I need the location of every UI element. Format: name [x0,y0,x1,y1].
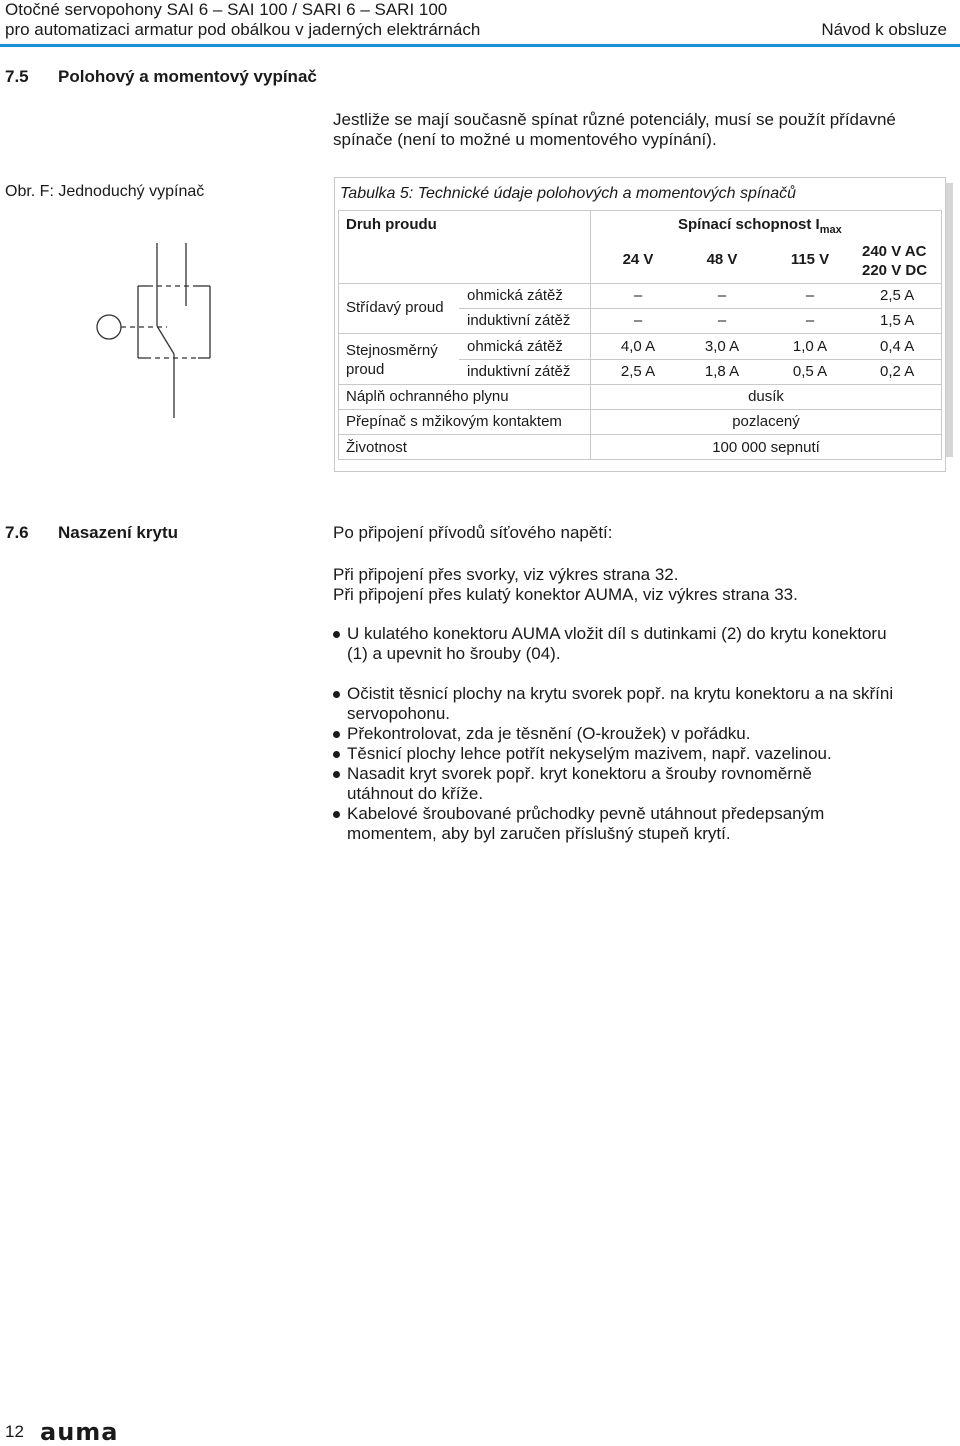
row-ac-ind-label: induktivní zátěž [467,312,571,329]
header-divider [0,44,960,47]
list-item-line2: servopohonu. [347,704,451,723]
bullet-icon [333,771,340,778]
voltage-48: 48 V [706,251,738,268]
dc-ind-115: 0,5 A [792,363,828,380]
bullet-icon [333,731,340,738]
connection-plug-note: Při připojení přes kulatý konektor AUMA, viz výkres strana 33. [333,585,798,604]
table-title: Tabulka 5: Technické údaje polohových a momentových spínačů [340,185,796,202]
ac-ind-24: – [633,312,643,329]
list-item [333,764,953,804]
voltage-220dc: 220 V DC [862,262,928,279]
row-dc-label-2: proud [346,361,385,378]
section-title-2: Nasazení krytu [58,523,178,542]
ac-ind-240: 1,5 A [880,312,915,329]
voltage-24: 24 V [622,251,654,268]
voltage-240ac: 240 V AC [862,243,927,260]
list-item-line1: Těsnicí plochy lehce potřít nekyselým mazivem, např. vazelinou. [347,744,832,763]
figure-caption-text: Jednoduchý vypínač [58,183,205,200]
list-item [333,624,953,664]
instruction-list-1 [333,624,953,664]
instruction-list-2 [333,684,953,844]
dc-ind-24: 2,5 A [620,363,656,380]
row-contact-label: Přepínač s mžikovým kontaktem [346,413,562,430]
row-dc-ohm-label: ohmická zátěž [467,338,563,355]
switch-diagram-icon [90,238,230,423]
auma-logo: auma [40,1418,119,1446]
row-life-value: 100 000 sepnutí [712,439,820,456]
dc-ohm-24: 4,0 A [620,338,656,355]
section-title: Polohový a momentový vypínač [58,67,317,86]
list-item [333,684,953,724]
list-item-line1: Nasadit kryt svorek popř. kryt konektoru a šrouby rovnoměrně [347,764,812,783]
voltage-115: 115 V [790,251,830,268]
dc-ohm-48: 3,0 A [704,338,740,355]
ac-ohm-24: – [633,287,643,304]
row-ac-ohm-label: ohmická zátěž [467,287,563,304]
header-doc-type: Návod k obsluze [821,20,947,39]
bullet-icon [333,811,340,818]
list-item-line2: momentem, aby byl zaručen příslušný stupeň krytí. [347,824,731,843]
row-gas-fill-label: Náplň ochranného plynu [346,388,509,405]
bullet-icon [333,751,340,758]
page-number: 12 [5,1422,24,1441]
dc-ind-48: 1,8 A [704,363,740,380]
row-ac-label: Střídavý proud [346,299,444,316]
row-dc-label-1: Stejnosměrný [346,342,438,359]
row-contact-value: pozlacený [732,413,800,430]
list-item [333,804,953,844]
connection-terminals-note: Při připojení přes svorky, viz výkres strana 32. [333,565,679,584]
figure-caption [5,183,204,201]
section-number: 7.5 [5,67,29,86]
section-intro-line1: Jestliže se mají současně spínat různé potenciály, musí se použít přídavné [333,110,896,129]
dc-ohm-240: 0,4 A [880,338,915,355]
ac-ind-115: – [805,312,815,329]
header-title-line1: Otočné servopohony SAI 6 – SAI 100 / SARI 6 – SARI 100 [5,0,448,19]
ac-ohm-115: – [805,287,815,304]
ac-ohm-48: – [717,287,727,304]
bullet-icon [333,631,340,638]
list-item [333,744,953,764]
list-item-line1: U kulatého konektoru AUMA vložit díl s dutinkami (2) do krytu konektoru [347,624,887,643]
spec-table [338,210,942,460]
capacity-sub: max [819,224,842,236]
dc-ind-240: 0,2 A [880,363,915,380]
list-item-line2: (1) a upevnit ho šrouby (04). [347,644,561,663]
row-dc-ind-label: induktivní zátěž [467,363,571,380]
col-current-type: Druh proudu [346,216,437,233]
col-switching-capacity [678,216,842,236]
row-life-label: Životnost [346,439,407,456]
list-item-line1: Kabelové šroubované průchodky pevně utáhnout předepsaným [347,804,825,823]
list-item [333,724,953,744]
section-number-2: 7.6 [5,523,29,542]
capacity-label: Spínací schopnost I [678,216,820,233]
dc-ohm-115: 1,0 A [792,338,828,355]
list-item-line2: utáhnout do kříže. [347,784,484,803]
list-item-line1: Očistit těsnicí plochy na krytu svorek popř. na krytu konektoru a na skříni [347,684,894,703]
bullet-icon [333,691,340,698]
section-intro-line2: spínače (není to možné u momentového vypínání). [333,130,717,149]
ac-ind-48: – [717,312,727,329]
section-intro-2: Po připojení přívodů síťového napětí: [333,523,613,542]
header-title-line2: pro automatizaci armatur pod obálkou v jaderných elektrárnách [5,20,481,39]
list-item-line1: Překontrolovat, zda je těsnění (O-kroužek) v pořádku. [347,724,751,743]
row-gas-fill-value: dusík [748,388,784,405]
ac-ohm-240: 2,5 A [880,287,915,304]
figure-caption-prefix: Obr. F: [5,183,54,200]
